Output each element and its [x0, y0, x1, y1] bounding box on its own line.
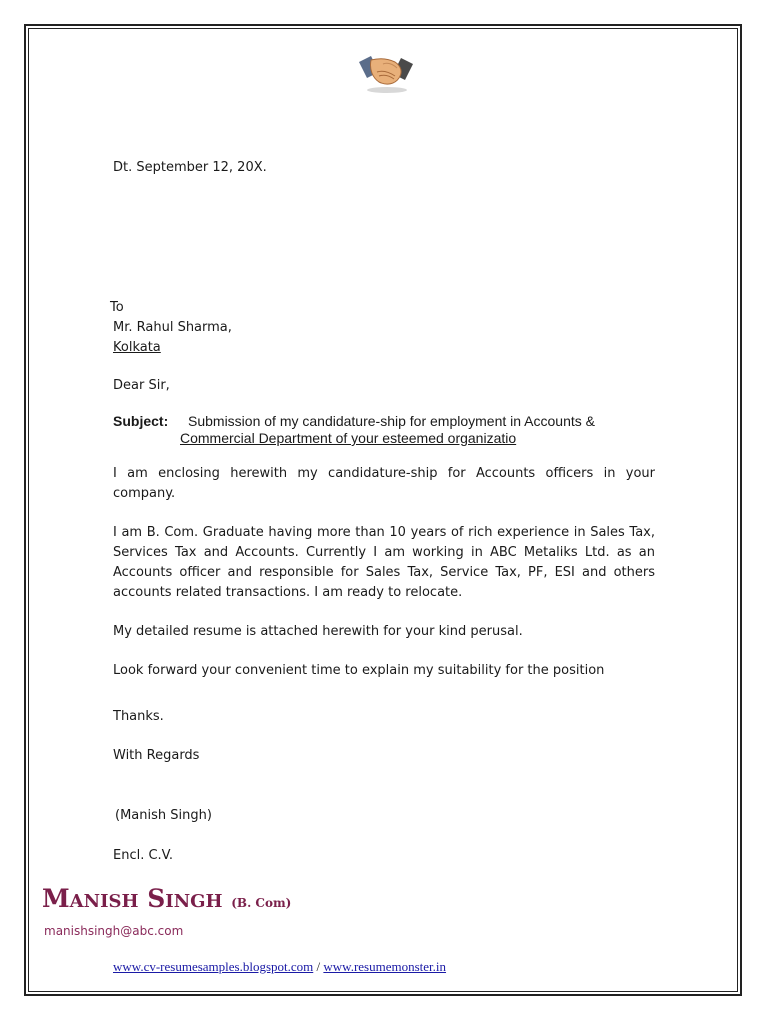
footer-links [113, 959, 446, 975]
body-paragraph: My detailed resume is attached herewith for your kind perusal. [113, 624, 523, 639]
link-separator: / [316, 959, 321, 974]
enclosure-note: Encl. C.V. [113, 848, 174, 863]
footer-name: Manish Singh [42, 884, 223, 913]
footer-degree: (B. Com) [231, 896, 292, 910]
body-paragraph: I am enclosing herewith my candidature-ship for Accounts officers in your company. [113, 466, 655, 501]
footer-brand [42, 884, 291, 918]
closing-line: With Regards [113, 748, 200, 763]
footer-email: manishsingh@abc.com [44, 924, 184, 938]
link-resumemonster[interactable]: www.resumemonster.in [323, 959, 447, 974]
recipient-city: Kolkata [113, 340, 161, 355]
body-paragraph: Look forward your convenient time to explain my suitability for the position [113, 663, 605, 678]
salutation: Dear Sir, [113, 378, 170, 393]
body-paragraph: I am B. Com. Graduate having more than 10 years of rich experience in Sales Tax, Services Tax and Accounts. Currently I am working in ABC Metaliks Ltd. as an Accounts officer and responsible for Sales Tax, Service Tax, PF, ESI and others accounts related transactions. I am ready to relocate. [113, 525, 655, 600]
signature-name: (Manish Singh) [115, 808, 212, 823]
letter-date: Dt. September 12, 20X. [113, 160, 267, 175]
recipient-to: To [110, 300, 124, 315]
subject-line-2: Commercial Department of your esteemed organizatio [180, 430, 517, 446]
subject-line-1: Submission of my candidature-ship for employment in Accounts & [188, 413, 595, 429]
handshake-icon [357, 50, 415, 94]
thanks-line: Thanks. [113, 709, 164, 724]
link-cv-resumesamples[interactable]: www.cv-resumesamples.blogspot.com [113, 959, 314, 974]
subject-label: Subject: [113, 413, 169, 429]
recipient-name: Mr. Rahul Sharma, [113, 320, 232, 335]
